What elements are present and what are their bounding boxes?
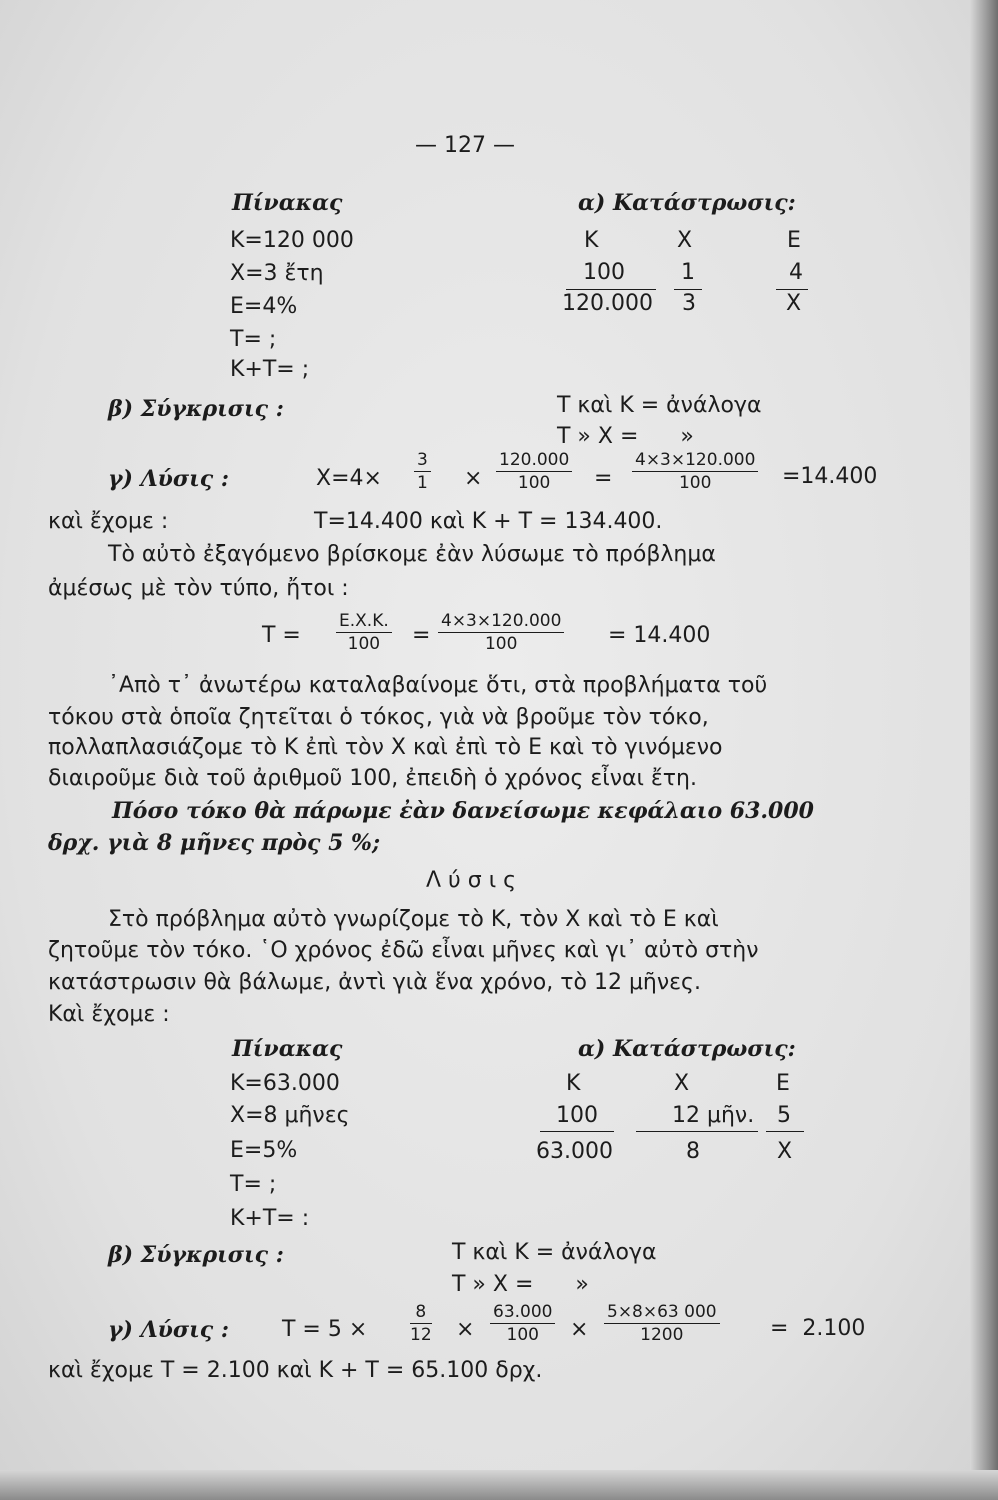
setup-r2-k-1: 120.000	[562, 291, 653, 316]
fraction-denominator: 100	[506, 1325, 539, 1345]
setup-rule-e-2	[766, 1131, 804, 1132]
fraction-numerator: E.X.K.	[336, 613, 392, 633]
fraction-numerator: 4×3×120.000	[632, 452, 758, 472]
setup-title-1: α) Κατάστρωσις:	[578, 190, 796, 216]
fraction-denominator: 100	[678, 473, 712, 493]
formula-equals: =	[412, 623, 431, 648]
page-edge-right	[970, 0, 998, 1500]
fraction-denominator: 100	[347, 634, 381, 654]
fraction-denominator: 100	[484, 634, 518, 654]
page-edge-bottom	[0, 1470, 998, 1500]
setup-r2-x-1: 3	[682, 291, 696, 316]
paragraph-2-line-3: πολλαπλασιάζομε τὸ K ἐπὶ τὸν X καὶ ἐπὶ τὸ E καὶ τὸ γινόμενο	[48, 735, 723, 760]
have-label-1: καὶ ἔχομε :	[48, 509, 169, 534]
setup-r2-k-2: 63.000	[536, 1139, 613, 1164]
solution-fraction-1a	[414, 452, 431, 492]
setup-col-x-2: X	[674, 1071, 690, 1096]
given-t-2: T= ;	[230, 1172, 277, 1197]
setup-r1-e-2: 5	[777, 1103, 791, 1128]
solution-fraction-2b	[490, 1304, 555, 1344]
given-t-1: T= ;	[230, 327, 277, 352]
fraction-denominator: 1200	[640, 1325, 684, 1345]
setup-r1-k-2: 100	[556, 1103, 598, 1128]
compare-line-2b: T » X = »	[452, 1272, 589, 1297]
compare-line-1b: T » X = »	[557, 424, 694, 449]
compare-label-1: β) Σύγκρισις :	[108, 396, 284, 422]
given-e-2: E=5%	[230, 1138, 298, 1163]
compare-line-2a: T καὶ K = ἀνάλογα	[452, 1240, 657, 1265]
given-k-1: K=120 000	[230, 228, 354, 253]
solution-lead-1: X=4×	[316, 466, 382, 491]
setup-r2-e-1: X	[786, 291, 802, 316]
compare-label-2: β) Σύγκρισις :	[108, 1242, 284, 1268]
paragraph-2-line-2: τόκου στὰ ὁποῖα ζητεῖται ὁ τόκος, γιὰ νὰ βροῦμε τὸν τόκο,	[48, 705, 709, 730]
fraction-numerator: 3	[414, 452, 431, 472]
solution-fraction-1c	[632, 452, 758, 492]
setup-col-e-2: E	[776, 1071, 790, 1096]
fraction-numerator: 5×8×63 000	[604, 1304, 720, 1324]
solution-result-2: = 2.100	[770, 1316, 866, 1341]
setup-r2-x-2: 8	[686, 1139, 700, 1164]
page-number: — 127 —	[415, 133, 515, 158]
solution-times-2b: ×	[570, 1317, 589, 1342]
given-kt-1: K+T= ;	[230, 357, 310, 382]
solution-fraction-1b	[496, 452, 572, 492]
given-x-2: X=8 μῆνες	[230, 1103, 350, 1128]
setup-rule-k-1	[566, 289, 656, 290]
fraction-denominator: 100	[517, 473, 551, 493]
setup-col-k-2: K	[566, 1071, 581, 1096]
solution-label-1: γ) Λύσις :	[108, 466, 229, 492]
solution-lead-2: T = 5 ×	[282, 1317, 368, 1342]
solution-label-2: γ) Λύσις :	[108, 1317, 229, 1343]
paragraph-3-line-1: Στὸ πρόβλημα αὐτὸ γνωρίζομε τὸ K, τὸν X καὶ τὸ E καὶ	[108, 907, 719, 932]
table-title-1: Πίνακας	[232, 190, 343, 216]
solution-equals-1: =	[594, 466, 613, 491]
compare-line-1a: T καὶ K = ἀνάλογα	[557, 393, 762, 418]
formula-result: = 14.400	[608, 623, 711, 648]
given-e-1: E=4%	[230, 294, 298, 319]
formula-fraction-a	[336, 613, 392, 653]
fraction-numerator: 63.000	[490, 1304, 555, 1324]
setup-col-e-1: E	[787, 228, 801, 253]
question-line-1: Πόσο τόκο θὰ πάρωμε ἐὰν δανείσωμε κεφάλαιο 63.000	[112, 798, 814, 824]
setup-r1-x-1: 1	[681, 260, 695, 285]
paragraph-3-line-4: Καὶ ἔχομε :	[48, 1002, 170, 1027]
have-text-1: T=14.400 καὶ K + T = 134.400.	[314, 509, 663, 534]
given-k-2: K=63.000	[230, 1071, 340, 1096]
table-title-2: Πίνακας	[232, 1036, 343, 1062]
fraction-numerator: 120.000	[496, 452, 572, 472]
solution-fraction-2a	[410, 1304, 432, 1344]
solution-heading: Λ ύ σ ι ς	[426, 868, 517, 893]
paragraph-1-line-2: ἀμέσως μὲ τὸν τύπο, ἤτοι :	[48, 576, 349, 601]
fraction-numerator: 8	[410, 1304, 432, 1324]
fraction-denominator: 1	[417, 473, 428, 493]
formula-fraction-b	[438, 613, 564, 653]
paragraph-2-line-4: διαιροῦμε διὰ τοῦ ἀριθμοῦ 100, ἐπειδὴ ὁ χρόνος εἶναι ἔτη.	[48, 766, 697, 791]
setup-rule-e-1	[776, 289, 808, 290]
solution-result-1: =14.400	[782, 464, 878, 489]
solution-fraction-2c	[604, 1304, 720, 1344]
formula-lead: T =	[262, 623, 301, 648]
setup-col-k-1: K	[584, 228, 599, 253]
paragraph-3-line-3: κατάστρωσιν θὰ βάλωμε, ἀντὶ γιὰ ἕνα χρόνο, τὸ 12 μῆνες.	[48, 970, 701, 995]
fraction-denominator: 12	[410, 1325, 432, 1345]
setup-title-2: α) Κατάστρωσις:	[578, 1036, 796, 1062]
setup-r2-e-2: X	[777, 1139, 793, 1164]
paragraph-3-line-2: ζητοῦμε τὸν τόκο. ῾Ο χρόνος ἐδῶ εἶναι μῆνες καὶ γι᾽ αὐτὸ στὴν	[48, 938, 759, 963]
fraction-numerator: 4×3×120.000	[438, 613, 564, 633]
solution-times-1: ×	[464, 466, 483, 491]
setup-r1-x-2: 12 μῆν.	[672, 1103, 755, 1128]
paragraph-2-line-1: ᾽Απὸ τ᾽ ἀνωτέρω καταλαβαίνομε ὅτι, στὰ προβλήματα τοῦ	[108, 673, 768, 698]
final-line: καὶ ἔχομε T = 2.100 καὶ K + T = 65.100 δρχ.	[48, 1358, 543, 1383]
paragraph-1-line-1: Τὸ αὐτὸ ἐξαγόμενο βρίσκομε ἐὰν λύσωμε τὸ πρόβλημα	[108, 542, 716, 567]
setup-rule-x-1	[674, 289, 702, 290]
setup-rule-x-2	[636, 1131, 758, 1132]
setup-r1-k-1: 100	[583, 260, 625, 285]
given-kt-2: K+T= :	[230, 1206, 310, 1231]
setup-r1-e-1: 4	[789, 260, 803, 285]
question-line-2: δρχ. γιὰ 8 μῆνες πρὸς 5 %;	[48, 830, 381, 856]
setup-col-x-1: X	[677, 228, 693, 253]
setup-rule-k-2	[540, 1131, 614, 1132]
given-x-1: X=3 ἔτη	[230, 261, 324, 286]
solution-times-2a: ×	[456, 1317, 475, 1342]
